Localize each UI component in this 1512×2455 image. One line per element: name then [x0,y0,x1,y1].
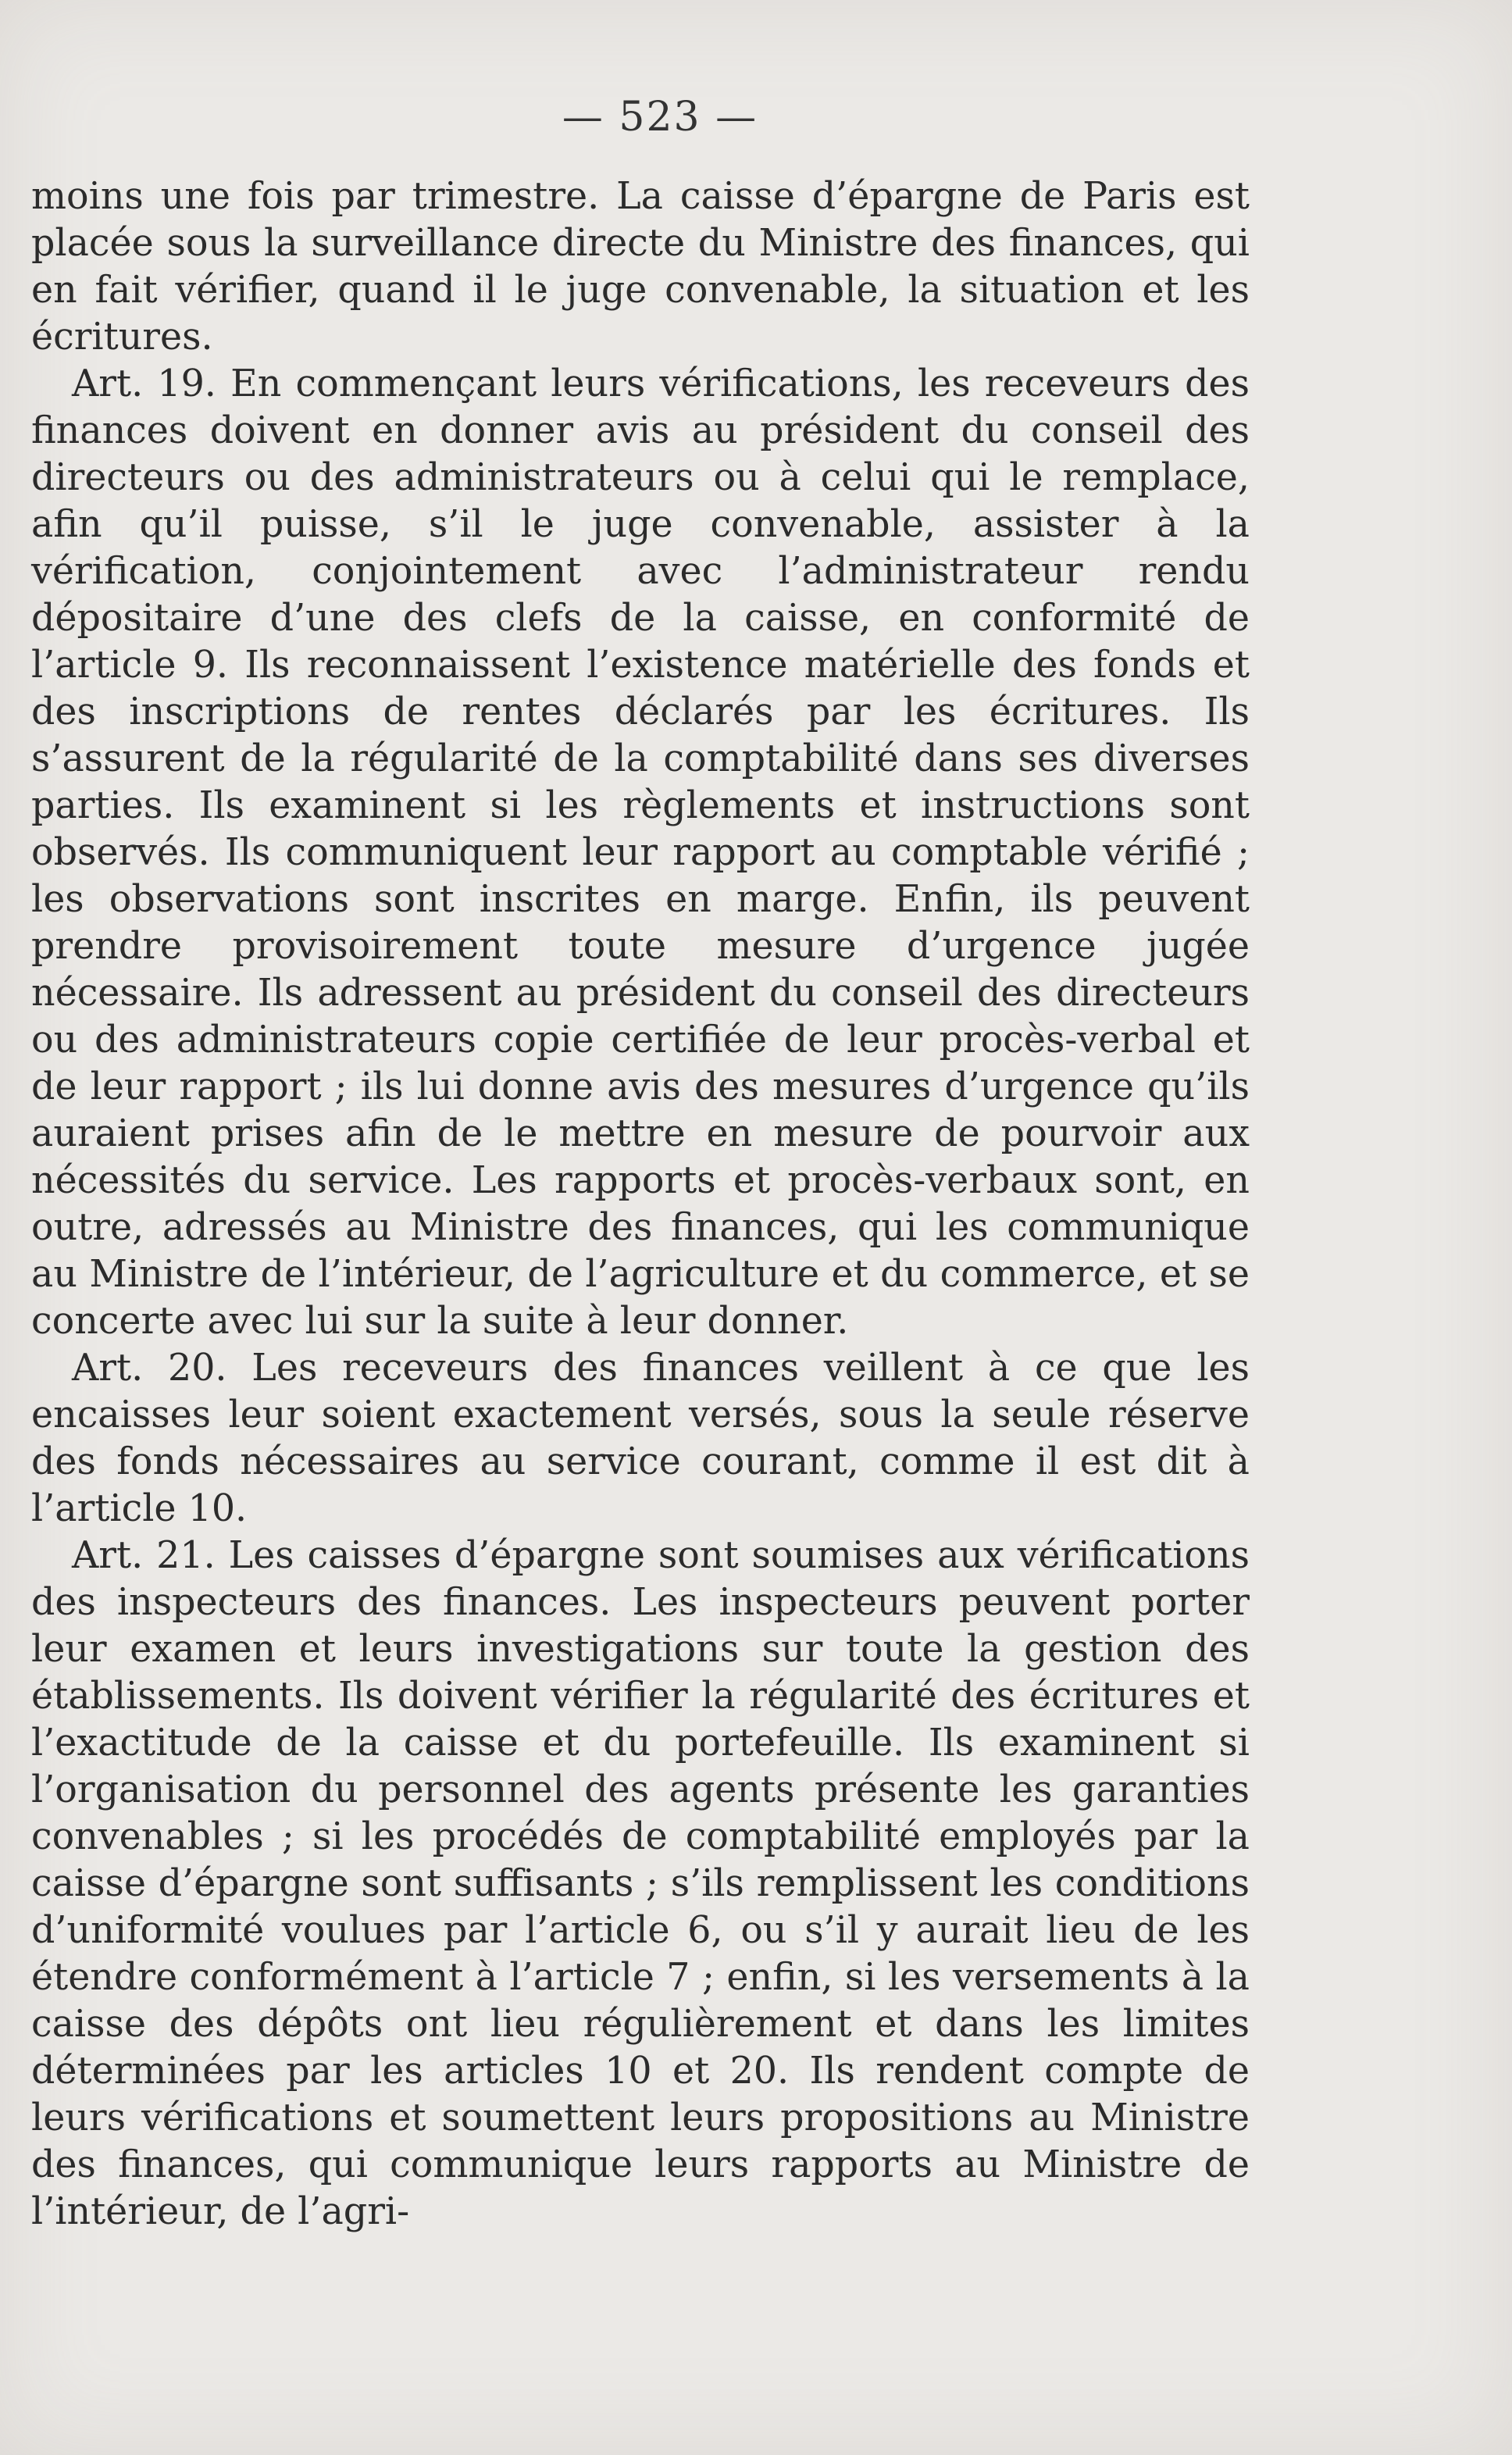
paragraph-article-21: Art. 21. Les caisses d’épargne sont soumises aux vérifications des inspecteurs des finances. Les inspecteurs peuvent porter leur examen et leurs investigations sur toute la gestion des établissements. Ils doivent vérifier la régularité des écritures et l’exactitude de la caisse et du portefeuille. Ils examinent si l’organisation du personnel des agents présente les garanties convenables ; si les procédés de comptabilité employés par la caisse d’épargne sont suffisants ; s’ils remplissent les conditions d’uniformité voulues par l’article 6, ou s’il y aurait lieu de les étendre conformément à l’article 7 ; enfin, si les versements à la caisse des dépôts ont lieu régulièrement et dans les limites déterminées par les articles 10 et 20. Ils rendent compte de leurs vérifications et soumettent leurs propositions au Ministre des finances, qui communique leurs rapports au Ministre de l’intérieur, de l’agri- [31,1534,1250,2233]
paragraph-article-19: Art. 19. En commençant leurs vérifications, les receveurs des finances doivent en donner avis au président du conseil des directeurs ou des administrateurs ou à celui qui le remplace, afin qu’il puisse, s’il le juge convenable, assister à la vérification, conjointement avec l’administrateur rendu dépositaire d’une des clefs de la caisse, en conformité de l’article 9. Ils reconnaissent l’existence matérielle des fonds et des inscriptions de rentes déclarés par les écritures. Ils s’assurent de la régularité de la comptabilité dans ses diverses parties. Ils examinent si les règlements et instructions sont observés. Ils communiquent leur rapport au comptable vérifié ; les observations sont inscrites en marge. Enfin, ils peuvent prendre provisoirement toute mesure d’urgence jugée nécessaire. Ils adressent au président du conseil des directeurs ou des administrateurs copie certifiée de leur procès-verbal et de leur rapport ; ils lui donne avis des mesures d’urgence qu’ils auraient prises afin de le mettre en mesure de pourvoir aux nécessités du service. Les rapports et procès-verbaux sont, en outre, adressés au Ministre des finances, qui les communique au Ministre de l’intérieur, de l’agriculture et du commerce, et se concerte avec lui sur la suite à leur donner. [31,362,1250,1343]
paragraph-continuation: moins une fois par trimestre. La caisse d’épargne de Paris est placée sous la surveillance directe du Ministre des finances, qui en fait vérifier, quand il le juge convenable, la situation et les écritures. [31,175,1250,359]
paragraph-article-20: Art. 20. Les receveurs des finances veillent à ce que les encaisses leur soient exactement versés, sous la seule réserve des fonds nécessaires au service courant, comme il est dit à l’article 10. [31,1347,1250,1530]
body-text [31,173,1250,2236]
page-number: — 523 — [562,94,758,141]
